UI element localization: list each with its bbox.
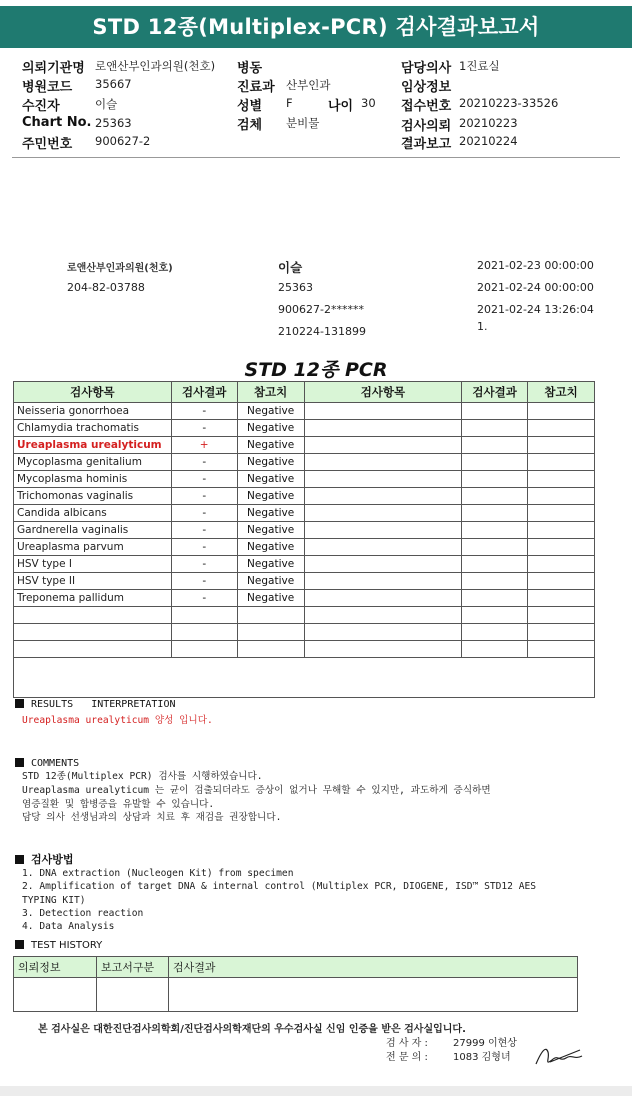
method-line-2: 2. Amplification of target DNA & internal control (Multiplex PCR, DIOGENE, ISD™ STD12 AES (22, 881, 537, 892)
col-reference: 참고치 (237, 382, 304, 403)
empty-cell (304, 556, 462, 573)
table-row (14, 488, 595, 505)
empty-cell (462, 454, 528, 471)
bullet-square-icon (15, 855, 24, 864)
test-result: - (171, 573, 237, 590)
info-date-received: 2021-02-23 00:00:00 (477, 259, 594, 272)
empty-cell (462, 590, 528, 607)
results-heading-text: RESULTS INTERPRETATION (31, 699, 176, 710)
empty-cell (462, 488, 528, 505)
empty-cell (528, 522, 595, 539)
empty-cell (528, 573, 595, 590)
info-id-masked: 900627-2****** (278, 303, 364, 316)
test-reference: Negative (237, 539, 304, 556)
results-interpretation-text: Ureaplasma urealyticum 양성 입니다. (22, 715, 213, 726)
empty-cell (304, 403, 462, 420)
value-id-number: 900627-2 (95, 134, 151, 148)
test-result: - (171, 420, 237, 437)
test-reference: Negative (237, 488, 304, 505)
label-specimen: 검체 (237, 118, 263, 133)
empty-cell (528, 420, 595, 437)
test-reference: Negative (237, 403, 304, 420)
table-row (14, 454, 595, 471)
empty-cell (528, 488, 595, 505)
label-sex: 성별 (237, 99, 263, 114)
value-report-date: 20210224 (459, 134, 518, 148)
empty-cell (462, 403, 528, 420)
header-divider (12, 157, 620, 158)
history-col-result: 검사결과 (169, 957, 578, 978)
empty-cell (462, 505, 528, 522)
test-result: - (171, 488, 237, 505)
empty-cell (462, 471, 528, 488)
test-reference: Negative (237, 590, 304, 607)
bullet-square-icon (15, 940, 24, 949)
table-row (14, 471, 595, 488)
empty-cell (528, 505, 595, 522)
info-hospital: 로앤산부인과의원(천호) (67, 263, 173, 274)
empty-cell (304, 539, 462, 556)
value-specimen: 분비물 (286, 116, 320, 130)
empty-cell (528, 590, 595, 607)
col-result-2: 검사결과 (462, 382, 528, 403)
test-result: - (171, 505, 237, 522)
col-reference-2: 참고치 (528, 382, 595, 403)
label-id-number: 주민번호 (22, 137, 73, 152)
test-reference: Negative (237, 471, 304, 488)
col-test-item: 검사항목 (14, 382, 172, 403)
test-item-name: HSV type II (14, 573, 172, 590)
empty-cell (528, 539, 595, 556)
info-receipt: 210224-131899 (278, 325, 366, 338)
value-patient: 이슬 (95, 97, 118, 111)
method-heading (15, 851, 74, 867)
test-item-name: Trichomonas vaginalis (14, 488, 172, 505)
empty-cell (304, 573, 462, 590)
comments-heading (15, 756, 79, 769)
tester-value: 27999 이현상 (453, 1038, 517, 1049)
table-row (14, 573, 595, 590)
table-row (14, 403, 595, 420)
empty-cell (462, 437, 528, 454)
empty-cell (304, 590, 462, 607)
test-item-name: Chlamydia trachomatis (14, 420, 172, 437)
empty-cell (304, 471, 462, 488)
info-chart: 25363 (278, 281, 313, 294)
empty-cell (304, 454, 462, 471)
test-item-name: Neisseria gonorrhoea (14, 403, 172, 420)
test-history-heading-text: TEST HISTORY (31, 940, 103, 951)
method-heading-text: 검사방법 (31, 853, 74, 866)
info-patient: 이슬 (278, 260, 303, 275)
label-doctor: 담당의사 (401, 61, 452, 76)
test-reference: Negative (237, 573, 304, 590)
test-reference: Negative (237, 522, 304, 539)
comments-heading-text: COMMENTS (31, 758, 80, 769)
test-result: - (171, 403, 237, 420)
test-result: - (171, 454, 237, 471)
label-age: 나이 (328, 99, 354, 114)
test-reference: Negative (237, 437, 304, 454)
test-history-table (13, 956, 578, 1012)
table-row-empty (14, 641, 595, 658)
test-item-name: Gardnerella vaginalis (14, 522, 172, 539)
test-item-name: HSV type I (14, 556, 172, 573)
table-row (14, 556, 595, 573)
empty-cell (528, 403, 595, 420)
value-doctor: 1진료실 (459, 59, 500, 73)
test-result: - (171, 556, 237, 573)
label-chart-no: Chart No. (22, 115, 92, 130)
col-result: 검사결과 (171, 382, 237, 403)
table-row-empty (14, 624, 595, 641)
info-date-printed: 2021-02-24 13:26:04 (477, 303, 594, 316)
empty-cell (304, 488, 462, 505)
empty-cell (528, 437, 595, 454)
test-result: - (171, 471, 237, 488)
empty-cell (462, 556, 528, 573)
test-item-name: Ureaplasma parvum (14, 539, 172, 556)
empty-cell (462, 420, 528, 437)
table-row (14, 590, 595, 607)
test-reference: Negative (237, 420, 304, 437)
table-row (14, 505, 595, 522)
table-row (14, 522, 595, 539)
signature-image (530, 1040, 590, 1070)
value-sex: F (286, 96, 293, 110)
table-row-empty (14, 607, 595, 624)
certification-statement: 본 검사실은 대한진단검사의학회/진단검사의학재단의 우수검사실 신임 인증을 받은 검사실입니다. (38, 1024, 466, 1035)
test-result: - (171, 590, 237, 607)
history-col-request: 의뢰정보 (14, 957, 97, 978)
value-requester: 로앤산부인과의원(천호) (95, 59, 216, 73)
info-count: 1. (477, 320, 488, 333)
empty-cell (304, 505, 462, 522)
history-col-report-type: 보고서구분 (97, 957, 169, 978)
comment-line-1: STD 12종(Multiplex PCR) 검사를 시행하였습니다. (22, 771, 263, 782)
table-notes-row (14, 658, 595, 698)
empty-cell (528, 556, 595, 573)
method-line-4: 3. Detection reaction (22, 908, 144, 919)
bullet-square-icon (15, 699, 24, 708)
value-department: 산부인과 (286, 78, 331, 92)
label-department: 진료과 (237, 80, 275, 95)
bullet-square-icon (15, 758, 24, 767)
empty-cell (462, 573, 528, 590)
results-interpretation-heading (15, 697, 176, 710)
tester-label: 검 사 자 : (386, 1038, 428, 1049)
value-receipt-no: 20210223-33526 (459, 96, 559, 110)
label-report-date: 결과보고 (401, 137, 452, 152)
report-title: STD 12종(Multiplex-PCR) 검사결과보고서 (0, 6, 632, 48)
label-clinical-info: 임상정보 (401, 80, 452, 95)
table-row (14, 539, 595, 556)
empty-cell (304, 522, 462, 539)
test-reference: Negative (237, 454, 304, 471)
col-test-item-2: 검사항목 (304, 382, 462, 403)
specialist-value: 1083 김형녀 (453, 1052, 511, 1063)
empty-cell (462, 539, 528, 556)
patient-header (0, 55, 632, 153)
info-hospital-no: 204-82-03788 (67, 281, 145, 294)
history-row (14, 978, 578, 1012)
test-reference: Negative (237, 505, 304, 522)
test-item-name: Candida albicans (14, 505, 172, 522)
results-table (13, 381, 595, 698)
info-date-reported: 2021-02-24 00:00:00 (477, 281, 594, 294)
empty-cell (462, 522, 528, 539)
label-request-date: 검사의뢰 (401, 119, 452, 134)
empty-cell (304, 420, 462, 437)
method-line-5: 4. Data Analysis (22, 921, 115, 932)
test-history-heading (15, 938, 102, 951)
test-item-name: Mycoplasma genitalium (14, 454, 172, 471)
comment-line-4: 담당 의사 선생님과의 상담과 치료 후 재검을 권장합니다. (22, 812, 282, 823)
empty-cell (528, 454, 595, 471)
specialist-label: 전 문 의 : (386, 1052, 428, 1063)
comment-line-2: Ureaplasma urealyticum 는 균이 검출되더라도 증상이 없거나 무해할 수 있지만, 과도하게 증식하면 (22, 785, 491, 796)
value-age: 30 (361, 96, 376, 110)
label-patient: 수진자 (22, 99, 60, 114)
results-table-header (14, 382, 595, 403)
test-result: - (171, 539, 237, 556)
label-hospital-code: 병원코드 (22, 80, 73, 95)
label-receipt-no: 접수번호 (401, 99, 452, 114)
method-line-1: 1. DNA extraction (Nucleogen Kit) from specimen (22, 868, 294, 879)
method-line-3: TYPING KIT) (22, 895, 86, 906)
value-chart-no: 25363 (95, 116, 132, 130)
test-reference: Negative (237, 556, 304, 573)
comment-line-3: 염증질환 및 합병증을 유발할 수 있습니다. (22, 799, 215, 810)
test-item-name: Mycoplasma hominis (14, 471, 172, 488)
pcr-title: STD 12종 PCR (244, 359, 388, 381)
value-request-date: 20210223 (459, 116, 518, 130)
test-result: - (171, 522, 237, 539)
label-requester: 의뢰기관명 (22, 61, 85, 76)
table-row (14, 437, 595, 454)
empty-cell (304, 437, 462, 454)
test-item-name: Treponema pallidum (14, 590, 172, 607)
test-item-name: Ureaplasma urealyticum (14, 437, 172, 454)
value-hospital-code: 35667 (95, 77, 132, 91)
table-row (14, 420, 595, 437)
empty-cell (528, 471, 595, 488)
test-result: + (171, 437, 237, 454)
label-ward: 병동 (237, 61, 263, 76)
